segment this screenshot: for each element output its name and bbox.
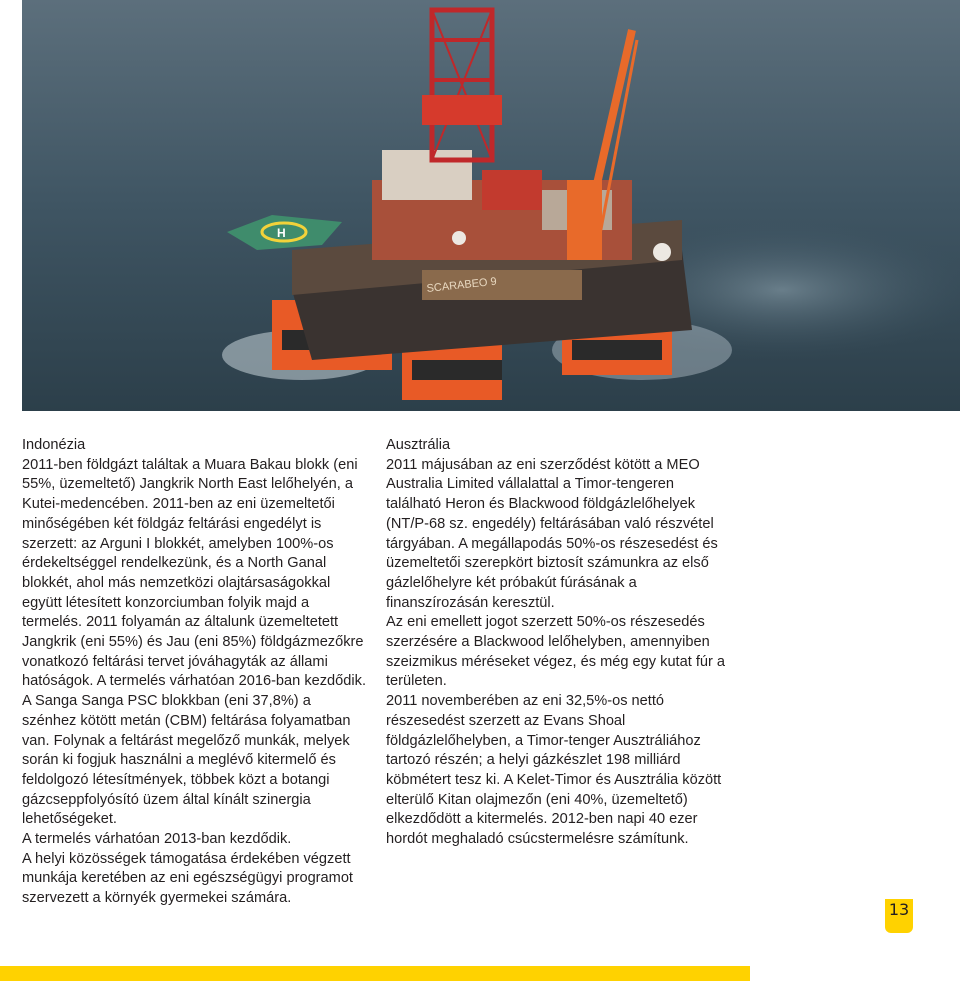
indonesia-paragraph-4: A helyi közösségek támogatása érdekében végzett munkája keretében az eni egészségügyi programot szervezett a környék gyermekei számára. [22, 850, 353, 907]
rig-name-label: SCARABEO 9 [426, 275, 498, 295]
page-number: 13 [885, 899, 913, 933]
australia-paragraph-3: 2011 novemberében az eni 32,5%-os nettó részesedést szerzett az Evans Shoal földgázlelőhelyben, a Timor-tenger Ausztráliához tartozó részén; a helyi gázkészlet 198 milliárd köbmétert tesz ki. A Kelet-Timor és Ausztrália között elterülő Kitan olajmezőn (eni 40%, üzemeltető) elkezdődött a kitermelés. 2012-ben napi 40 ezer hordót meghaladó csúcstermelésre számítunk. [386, 693, 722, 848]
australia-column [386, 436, 731, 850]
svg-text:H: H [277, 226, 286, 240]
oil-rig-photo [22, 0, 960, 411]
indonesia-heading: Indonézia [22, 437, 86, 453]
australia-paragraph-1: 2011 májusában az eni szerződést kötött a MEO Australia Limited vállalattal a Timor-tengeren található Heron és Blackwood földgázlelőhelyek (NT/P-68 sz. engedély) feltárásában való részvétel tárgyában. A megállapodás 50%-os részesedést és üzemeltetői szerepkört biztosít számunkra az első gázlelőhelyre két próbakút fúrásának a finanszírozásán keresztül. [386, 456, 718, 611]
australia-heading: Ausztrália [386, 437, 451, 453]
footer-accent-bar [0, 966, 750, 981]
australia-paragraph-2: Az eni emellett jogot szerzett 50%-os részesedés szerzésére a Blackwood lelőhelyben, amennyiben szeizmikus méréseket végez, és még egy kutat fúr a területen. [386, 614, 726, 690]
indonesia-paragraph-1: 2011-ben földgázt találtak a Muara Bakau blokk (eni 55%, üzemeltető) Jangkrik North East lelőhelyén, a Kutei-medencében. 2011-ben az eni üzemeltetői minőségében két földgáz feltárási engedélyt is szerzett: az Arguni I blokkét, amelyben 100%-os érdekeltséggel rendelkezünk, és a North Ganal blokkét, ahol más nemzetközi olajtársaságokkal együtt létesített konzorciumban folyik majd a termelés. 2011 folyamán az általunk üzemeltetett Jangkrik (eni 55%) és Jau (eni 85%) földgázmezőkre vonatkozó feltárási tervet jóváhagyták az állami hatóságok. A termelés várhatóan 2016-ban kezdődik. [22, 456, 366, 690]
indonesia-column [22, 436, 367, 909]
indonesia-paragraph-3: A termelés várhatóan 2013-ban kezdődik. [22, 831, 292, 848]
indonesia-paragraph-2: A Sanga Sanga PSC blokkban (eni 37,8%) a szénhez kötött metán (CBM) feltárása folyamatban van. Folynak a feltárást megelőző munkák, melyek során ki fogjuk használni a meglévő kitermelő és feldolgozó létesítmények, többek közt a botangi gázcseppfolyósító üzem által kínált szinergia lehetőségeket. [22, 693, 351, 828]
